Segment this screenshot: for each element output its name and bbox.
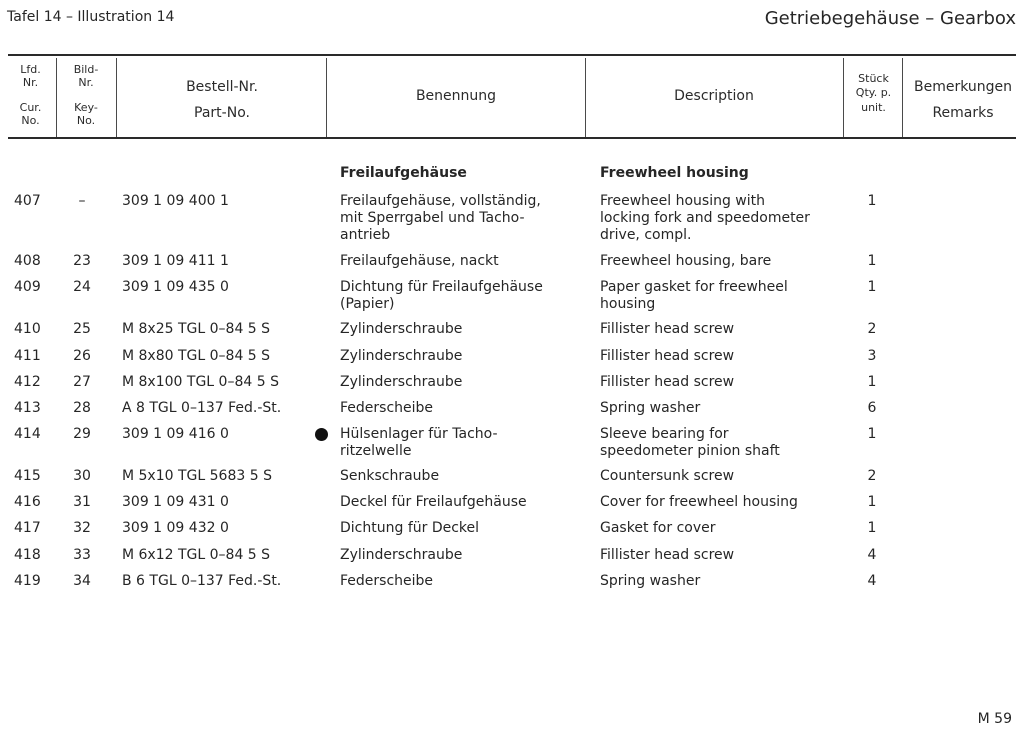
quantity: 4 (867, 573, 877, 589)
cur-no: 415 (14, 468, 41, 484)
description-en: Fillister head screw (600, 321, 735, 337)
description-en: Spring washer (600, 400, 701, 416)
description-en: Fillister head screw (600, 374, 735, 390)
cur-no: 417 (14, 520, 41, 536)
part-no: M 8x80 TGL 0–84 5 S (122, 348, 271, 364)
quantity: 3 (867, 348, 877, 364)
quantity: 2 (867, 468, 877, 484)
col-key-de: Bild- Nr. (73, 63, 99, 89)
bullet-marker-icon (315, 428, 328, 441)
name-de: Federscheibe (340, 400, 434, 416)
header-bottom-rule (8, 137, 1016, 139)
cur-no: 413 (14, 400, 41, 416)
part-no: 309 1 09 435 0 (122, 279, 229, 295)
description-en: Sleeve bearing for speedometer pinion shaft (600, 426, 780, 459)
col-key-en: Key- No. (74, 101, 98, 127)
col-cur-de: Lfd. Nr. (20, 63, 41, 89)
part-no: 309 1 09 432 0 (122, 520, 229, 536)
col-remarks: Bemerkungen Remarks (913, 79, 1013, 121)
page-number: M 59 (977, 711, 1012, 727)
key-no: 27 (73, 374, 91, 390)
quantity: 1 (867, 253, 877, 269)
name-de: Federscheibe (340, 573, 434, 589)
cur-no: 414 (14, 426, 41, 442)
key-no: 32 (73, 520, 91, 536)
name-de: Zylinderschraube (340, 547, 463, 563)
name-de: Hülsenlager für Tacho- ritzelwelle (340, 426, 498, 459)
description-en: Fillister head screw (600, 547, 735, 563)
key-no: 31 (73, 494, 91, 510)
name-de: Freilaufgehäuse, vollständig, mit Sperrgabel und Tacho- antrieb (340, 193, 541, 243)
quantity: 4 (867, 547, 877, 563)
key-no: 28 (73, 400, 91, 416)
name-de: Senkschraube (340, 468, 440, 484)
divider (326, 58, 327, 138)
key-no: 33 (73, 547, 91, 563)
cur-no: 408 (14, 253, 41, 269)
quantity: 2 (867, 321, 877, 337)
key-no: – (78, 193, 86, 209)
section-title: Getriebegehäuse – Gearbox (764, 8, 1016, 29)
col-cur-en: Cur. No. (19, 101, 42, 127)
name-de: Zylinderschraube (340, 321, 463, 337)
section-heading-de: Freilaufgehäuse (340, 165, 467, 181)
description-en: Countersunk screw (600, 468, 735, 484)
name-de: Deckel für Freilaufgehäuse (340, 494, 527, 510)
quantity: 1 (867, 374, 877, 390)
cur-no: 410 (14, 321, 41, 337)
col-qty: Stück Qty. p. unit. (855, 72, 892, 114)
part-no: 309 1 09 416 0 (122, 426, 229, 442)
cur-no: 409 (14, 279, 41, 295)
part-no: 309 1 09 431 0 (122, 494, 229, 510)
name-de: Dichtung für Deckel (340, 520, 480, 536)
divider (843, 58, 844, 138)
part-no: M 8x100 TGL 0–84 5 S (122, 374, 279, 390)
part-no: M 5x10 TGL 5683 5 S (122, 468, 272, 484)
top-rule (8, 54, 1016, 56)
part-no: M 6x12 TGL 0–84 5 S (122, 547, 271, 563)
name-de: Zylinderschraube (340, 374, 463, 390)
col-part: Bestell-Nr. Part-No. (186, 79, 258, 121)
divider (902, 58, 903, 138)
part-no: 309 1 09 411 1 (122, 253, 229, 269)
description-en: Gasket for cover (600, 520, 716, 536)
cur-no: 419 (14, 573, 41, 589)
divider (116, 58, 117, 138)
part-no: B 6 TGL 0–137 Fed.-St. (122, 573, 282, 589)
key-no: 25 (73, 321, 91, 337)
quantity: 1 (867, 494, 877, 510)
part-no: A 8 TGL 0–137 Fed.-St. (122, 400, 282, 416)
description-en: Freewheel housing with locking fork and speedometer drive, compl. (600, 193, 810, 243)
col-de: Benennung (415, 88, 497, 104)
quantity: 6 (867, 400, 877, 416)
divider (56, 58, 57, 138)
section-heading-en: Freewheel housing (600, 165, 749, 181)
description-en: Freewheel housing, bare (600, 253, 772, 269)
divider (585, 58, 586, 138)
cur-no: 407 (14, 193, 41, 209)
cur-no: 412 (14, 374, 41, 390)
description-en: Spring washer (600, 573, 701, 589)
cur-no: 416 (14, 494, 41, 510)
key-no: 23 (73, 253, 91, 269)
name-de: Freilaufgehäuse, nackt (340, 253, 499, 269)
key-no: 26 (73, 348, 91, 364)
part-no: M 8x25 TGL 0–84 5 S (122, 321, 271, 337)
name-de: Zylinderschraube (340, 348, 463, 364)
description-en: Cover for freewheel housing (600, 494, 798, 510)
name-de: Dichtung für Freilaufgehäuse (Papier) (340, 279, 543, 312)
cur-no: 418 (14, 547, 41, 563)
quantity: 1 (867, 193, 877, 209)
quantity: 1 (867, 279, 877, 295)
description-en: Paper gasket for freewheel housing (600, 279, 788, 312)
quantity: 1 (867, 426, 877, 442)
col-en: Description (674, 88, 754, 104)
description-en: Fillister head screw (600, 348, 735, 364)
part-no: 309 1 09 400 1 (122, 193, 229, 209)
key-no: 34 (73, 573, 91, 589)
key-no: 29 (73, 426, 91, 442)
key-no: 30 (73, 468, 91, 484)
plate-title: Tafel 14 – Illustration 14 (7, 9, 175, 25)
quantity: 1 (867, 520, 877, 536)
key-no: 24 (73, 279, 91, 295)
cur-no: 411 (14, 348, 41, 364)
